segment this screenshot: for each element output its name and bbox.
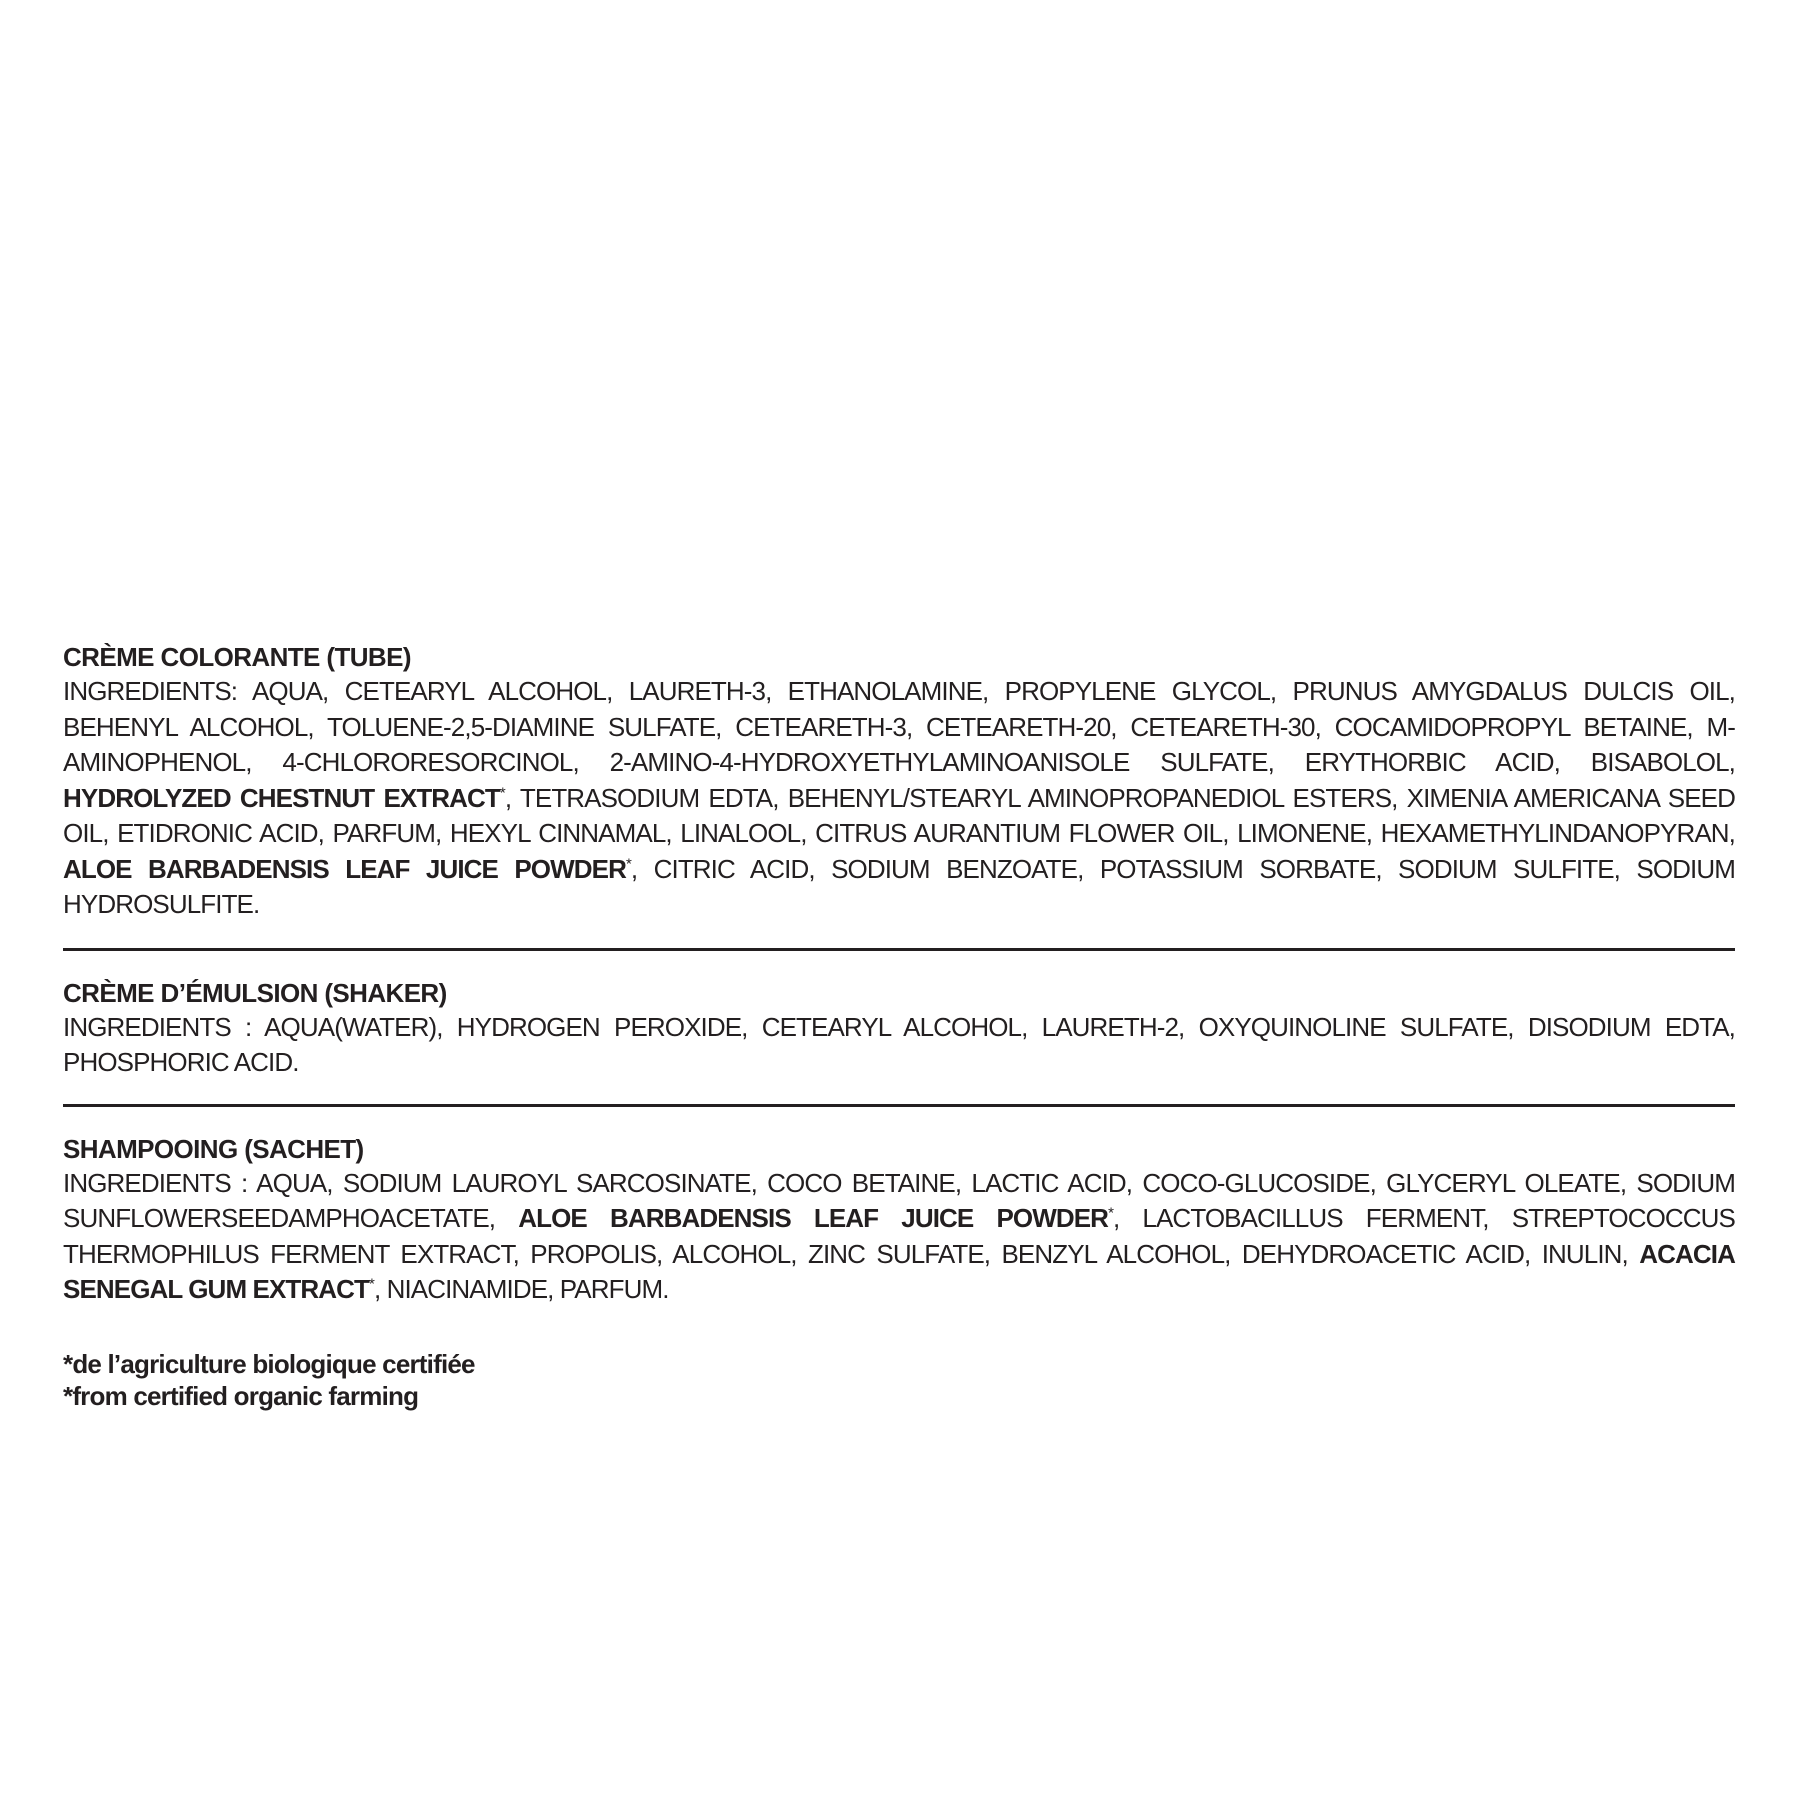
ingredients-text: , TETRASODIUM EDTA, BEHENYL/STEARYL AMINOPROPANEDIOL ESTERS, XIMENIA AMERICANA SEED OIL, ETIDRONIC ACID, PARFUM, HEXYL CINNAMAL, LINALOOL, CITRUS AURANTIUM FLOWER OIL, LIMONENE, HEXAMETHYLINDANOPYRAN, bbox=[63, 782, 1735, 848]
section-title-creme-emulsion: CRÈME D’ÉMULSION (SHAKER) bbox=[63, 977, 447, 1008]
ingredients-text: , LACTOBACILLUS FERMENT, STREPTOCOCCUS THERMOPHILUS FERMENT EXTRACT, PROPOLIS, ALCOHOL, ZINC SULFATE, BENZYL ALCOHOL, DEHYDROACETIC ACID, INULIN, bbox=[63, 1203, 1735, 1269]
section-divider bbox=[63, 1104, 1735, 1107]
footnotes bbox=[63, 1348, 1735, 1412]
ingredients-list-creme-colorante bbox=[63, 674, 1735, 923]
footnote-english: *from certified organic farming bbox=[63, 1380, 419, 1411]
organic-ingredient: HYDROLYZED CHESTNUT EXTRACT bbox=[63, 782, 500, 813]
section-title-shampooing: SHAMPOOING (SACHET) bbox=[63, 1133, 364, 1164]
ingredients-text: INGREDIENTS : AQUA(WATER), HYDROGEN PEROXIDE, CETEARYL ALCOHOL, LAURETH-2, OXYQUINOLINE SULFATE, DISODIUM EDTA, PHOSPHORIC ACID. bbox=[63, 1011, 1735, 1077]
organic-ingredient: ALOE BARBADENSIS LEAF JUICE POWDER bbox=[518, 1203, 1109, 1233]
organic-asterisk: * bbox=[625, 854, 631, 872]
ingredients-document bbox=[63, 640, 1735, 1412]
organic-asterisk: * bbox=[1108, 1204, 1113, 1222]
ingredients-text: INGREDIENTS : AQUA, SODIUM LAUROYL SARCOSINATE, COCO BETAINE, LACTIC ACID, COCO-GLUCOSIDE, GLYCERYL OLEATE, SODIUM SUNFLOWERSEEDAMPHOACETATE, bbox=[63, 1167, 1735, 1233]
footnote-french: *de l’agriculture biologique certifiée bbox=[63, 1348, 475, 1379]
section-shampooing bbox=[63, 1132, 1735, 1308]
ingredients-list-shampooing bbox=[63, 1166, 1735, 1308]
ingredients-text: INGREDIENTS: AQUA, CETEARYL ALCOHOL, LAURETH-3, ETHANOLAMINE, PROPYLENE GLYCOL, PRUNUS AMYGDALUS DULCIS OIL, BEHENYL ALCOHOL, TOLUENE-2,5-DIAMINE SULFATE, CETEARETH-3, CETEARETH-20, CETEARETH-30, COCAMIDOPROPYL BETAINE, M-AMINOPHENOL, 4-CHLORORESORCINOL, 2-AMINO-4-HYDROXYETHYLAMINOANISOLE SULFATE, ERYTHORBIC ACID, BISABOLOL, bbox=[63, 676, 1735, 777]
section-divider bbox=[63, 948, 1735, 951]
ingredients-list-creme-emulsion bbox=[63, 1010, 1735, 1081]
section-creme-colorante bbox=[63, 640, 1735, 923]
organic-asterisk: * bbox=[369, 1275, 374, 1293]
organic-ingredient: ALOE BARBADENSIS LEAF JUICE POWDER bbox=[63, 853, 626, 884]
section-creme-emulsion bbox=[63, 976, 1735, 1081]
organic-ingredient: ACACIA SENEGAL GUM EXTRACT bbox=[63, 1238, 1735, 1304]
section-title-creme-colorante: CRÈME COLORANTE (TUBE) bbox=[63, 642, 411, 672]
ingredients-text: , NIACINAMIDE, PARFUM. bbox=[373, 1274, 669, 1304]
organic-asterisk: * bbox=[499, 783, 505, 801]
ingredients-text: , CITRIC ACID, SODIUM BENZOATE, POTASSIUM SORBATE, SODIUM SULFITE, SODIUM HYDROSULFITE. bbox=[63, 853, 1735, 919]
